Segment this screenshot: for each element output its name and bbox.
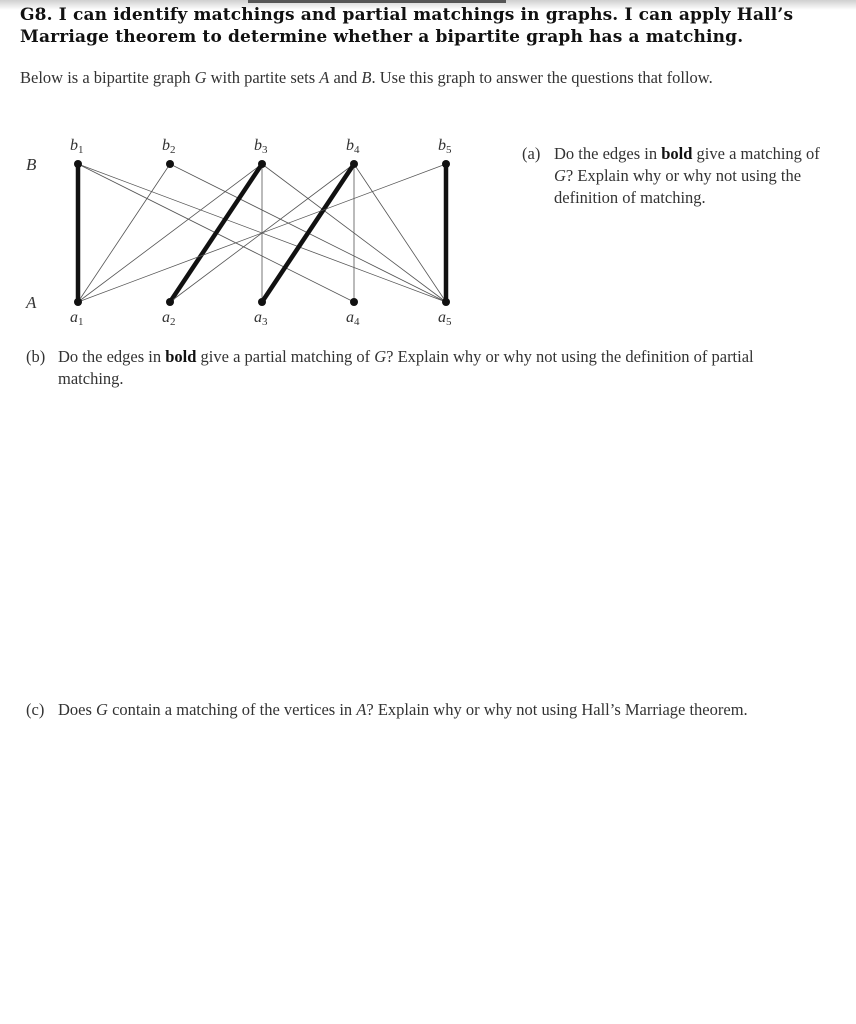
vertex-label-b4: b4 [346,137,360,156]
intro-graph-symbol: G [194,68,207,87]
question-a-text [554,143,842,209]
section-heading [20,4,840,48]
vertex-label-b3: b3 [254,137,268,156]
bold-edge-b4-a3 [262,164,354,302]
set-a-symbol: A [356,700,367,719]
intro-text: with partite sets [206,68,320,87]
page-top-rule [248,0,506,3]
question-text: ? Explain why or why not using the definition of partial matching. [58,347,754,388]
question-text: ? Explain why or why not using the definition of matching. [554,166,802,207]
question-text: Do the edges in [58,347,166,366]
intro-paragraph [20,67,810,89]
heading-line-1: G8. I can identify matchings and partial matchings in graphs. I can apply Hall’s [20,5,794,25]
set-label-b: B [26,155,37,174]
question-b-text [58,346,806,390]
bold-word: bold [165,347,197,366]
question-text: contain a matching of the vertices in [107,700,357,719]
vertex-b4 [350,160,358,168]
question-c [26,699,806,721]
intro-text: Below is a bipartite graph [20,68,195,87]
intro-text: . Use this graph to answer the questions that follow. [371,68,713,87]
vertex-a4 [350,298,358,306]
question-text: give a partial matching of [196,347,375,366]
vertex-a2 [166,298,174,306]
vertex-label-a5: a5 [438,309,452,328]
vertex-b2 [166,160,174,168]
question-c-text [58,699,806,721]
vertex-a1 [74,298,82,306]
heading-line-2: Marriage theorem to determine whether a bipartite graph has a matching. [20,27,744,47]
set-label-a: A [26,293,37,312]
question-a-label: (a) [522,144,541,163]
intro-text: and [329,68,362,87]
question-c-label: (c) [26,700,45,719]
vertex-label-a2: a2 [162,309,176,328]
question-text: Does [58,700,97,719]
vertex-label-a1: a1 [70,309,84,328]
vertex-b5 [442,160,450,168]
edge-b2-a1 [78,164,170,302]
graph-symbol: G [374,347,387,366]
edge-b3-a1 [78,164,262,302]
bipartite-graph [0,128,520,338]
vertex-b3 [258,160,266,168]
intro-set-b-symbol: B [361,68,372,87]
vertex-label-b1: b1 [70,137,84,156]
question-text: give a matching of [692,144,820,163]
vertex-b1 [74,160,82,168]
bold-word: bold [661,144,693,163]
question-text: ? Explain why or why not using Hall’s Marriage theorem. [366,700,748,719]
vertex-label-b5: b5 [438,137,452,156]
graph-symbol: G [96,700,108,719]
vertex-a3 [258,298,266,306]
vertex-label-b2: b2 [162,137,176,156]
vertex-a5 [442,298,450,306]
graph-symbol: G [554,166,566,185]
edge-b4-a5 [354,164,446,302]
question-b-label: (b) [26,347,46,366]
bold-edge-b3-a2 [170,164,262,302]
vertex-label-a3: a3 [254,309,268,328]
question-a [522,143,842,209]
question-text: Do the edges in [554,144,662,163]
question-b [26,346,806,390]
vertex-label-a4: a4 [346,309,360,328]
intro-set-a-symbol: A [319,68,330,87]
